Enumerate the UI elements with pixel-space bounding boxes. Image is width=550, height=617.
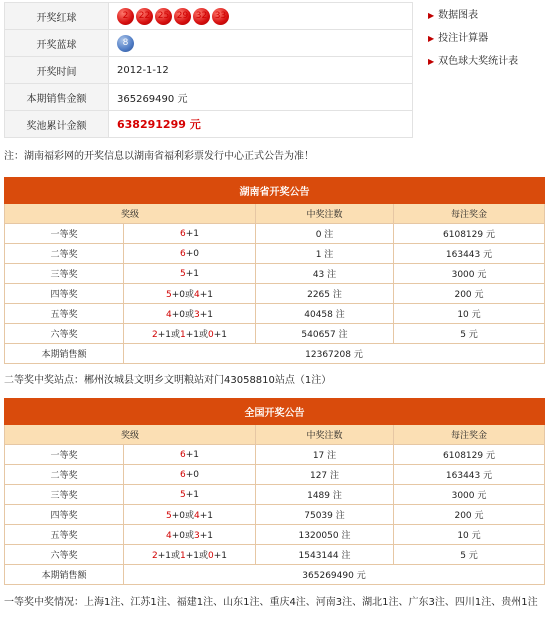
prize-amount: 163443 元 <box>394 244 545 264</box>
red-balls <box>109 3 413 30</box>
prize-amount: 10 元 <box>394 304 545 324</box>
rule-part: 6 <box>179 248 186 259</box>
table-row <box>5 505 545 525</box>
winning-count: 40458 注 <box>256 304 394 324</box>
red-ball: 22 <box>136 8 153 25</box>
sales-amount: 365269490 元 <box>124 565 545 585</box>
draw-date: 2012-1-12 <box>109 57 413 84</box>
table-row <box>5 304 545 324</box>
winning-count: 1489 注 <box>256 485 394 505</box>
prize-amount: 3000 元 <box>394 485 545 505</box>
hunan-results-table <box>4 177 545 364</box>
prize-level: 六等奖 <box>5 545 124 565</box>
triangle-right-icon: ▶ <box>428 34 435 43</box>
draw-date-label: 开奖时间 <box>5 57 109 84</box>
rule-part: 5 <box>179 268 186 279</box>
rule-part: +1或 <box>157 330 180 340</box>
match-rule <box>124 445 256 465</box>
link-jackpot-stats[interactable]: ▶ 双色球大奖统计表 <box>428 56 519 67</box>
col-winning-count: 中奖注数 <box>256 204 394 224</box>
match-rule <box>124 324 256 344</box>
match-rule <box>124 224 256 244</box>
prize-level: 四等奖 <box>5 284 124 304</box>
table-row <box>5 324 545 344</box>
prize-amount: 163443 元 <box>394 465 545 485</box>
col-prize-level: 奖级 <box>5 204 256 224</box>
table-row <box>5 465 545 485</box>
prize-amount: 6108129 元 <box>394 445 545 465</box>
rule-part: +1或 <box>157 551 180 561</box>
sales-amount: 365269490 元 <box>109 84 413 111</box>
hunan-title: 湖南省开奖公告 <box>5 178 545 204</box>
jackpot-amount: 638291299 元 <box>109 111 413 138</box>
table-row <box>5 224 545 244</box>
prize-level: 三等奖 <box>5 485 124 505</box>
col-prize-level: 奖级 <box>5 425 256 445</box>
prize-level: 五等奖 <box>5 304 124 324</box>
rule-part: 3 <box>194 531 200 541</box>
winning-count: 1543144 注 <box>256 545 394 565</box>
prize-level: 四等奖 <box>5 505 124 525</box>
sales-label: 本期销售额 <box>5 344 124 364</box>
winning-count: 1 注 <box>256 244 394 264</box>
rule-part: +1 <box>199 310 214 320</box>
rule-part: +0或 <box>171 290 194 300</box>
match-rule <box>124 284 256 304</box>
col-prize-amount: 每注奖金 <box>394 204 545 224</box>
match-rule <box>124 264 256 284</box>
prize-amount: 5 元 <box>394 545 545 565</box>
winning-count: 43 注 <box>256 264 394 284</box>
red-ball: 25 <box>155 8 172 25</box>
prize-amount: 6108129 元 <box>394 224 545 244</box>
table-row <box>5 485 545 505</box>
rule-part: 1 <box>179 330 186 340</box>
prize-amount: 3000 元 <box>394 264 545 284</box>
match-rule <box>124 505 256 525</box>
jackpot-label: 奖池累计金额 <box>5 111 109 138</box>
red-balls-label: 开奖红球 <box>5 3 109 30</box>
prize-level: 三等奖 <box>5 264 124 284</box>
table-row <box>5 545 545 565</box>
link-bet-calculator[interactable]: ▶ 投注计算器 <box>428 33 489 44</box>
col-winning-count: 中奖注数 <box>256 425 394 445</box>
rule-part: 5 <box>165 290 172 300</box>
winning-count: 1320050 注 <box>256 525 394 545</box>
rule-part: +1 <box>199 290 214 300</box>
rule-part: +1或 <box>185 330 208 340</box>
blue-ball: 8 <box>117 35 134 52</box>
triangle-right-icon: ▶ <box>428 57 435 66</box>
winning-count: 17 注 <box>256 445 394 465</box>
rule-part: +1或 <box>185 551 208 561</box>
winning-count: 127 注 <box>256 465 394 485</box>
prize-level: 一等奖 <box>5 445 124 465</box>
rule-part: +1 <box>199 511 214 521</box>
link-data-charts[interactable]: ▶ 数据图表 <box>428 10 479 21</box>
prize-level: 二等奖 <box>5 465 124 485</box>
table-row <box>5 264 545 284</box>
rule-part: 0 <box>208 551 214 561</box>
winning-count: 2265 注 <box>256 284 394 304</box>
rule-part: 0 <box>208 330 214 340</box>
rule-part: 6 <box>179 228 186 239</box>
red-ball: 33 <box>212 8 229 25</box>
prize-amount: 200 元 <box>394 505 545 525</box>
rule-part: 2 <box>151 330 158 340</box>
rule-part: 4 <box>194 290 200 300</box>
rule-part: 2 <box>151 551 158 561</box>
match-rule <box>124 244 256 264</box>
rule-part: 6 <box>179 469 186 480</box>
winning-count: 75039 注 <box>256 505 394 525</box>
winning-count: 540657 注 <box>256 324 394 344</box>
rule-part: +0 <box>185 469 199 480</box>
rule-part: 3 <box>194 310 200 320</box>
rule-part: 1 <box>179 551 186 561</box>
sales-row <box>5 565 545 585</box>
match-rule <box>124 465 256 485</box>
match-rule <box>124 304 256 324</box>
rule-part: +1 <box>213 551 228 561</box>
prize-amount: 200 元 <box>394 284 545 304</box>
rule-part: 5 <box>165 511 172 521</box>
rule-part: +1 <box>213 330 228 340</box>
national-title: 全国开奖公告 <box>5 399 545 425</box>
blue-ball-label: 开奖蓝球 <box>5 30 109 57</box>
rule-part: 5 <box>179 489 186 500</box>
rule-part: +1 <box>185 449 199 460</box>
red-ball: 32 <box>193 8 210 25</box>
rule-part: +0或 <box>171 531 194 541</box>
col-prize-amount: 每注奖金 <box>394 425 545 445</box>
prize-level: 一等奖 <box>5 224 124 244</box>
prize-level: 二等奖 <box>5 244 124 264</box>
rule-part: +1 <box>199 531 214 541</box>
rule-part: +0 <box>185 248 199 259</box>
rule-part: +0或 <box>171 511 194 521</box>
disclaimer-note: 注：湖南福彩网的开奖信息以湖南省福利彩票发行中心正式公告为准！ <box>4 151 314 162</box>
rule-part: 6 <box>179 449 186 460</box>
draw-info-table <box>4 2 413 138</box>
side-links <box>428 6 518 75</box>
sales-row <box>5 344 545 364</box>
rule-part: +1 <box>185 489 199 500</box>
match-rule <box>124 545 256 565</box>
table-row <box>5 525 545 545</box>
sales-label: 本期销售金额 <box>5 84 109 111</box>
sales-amount: 12367208 元 <box>124 344 545 364</box>
match-rule <box>124 485 256 505</box>
rule-part: +1 <box>185 268 199 279</box>
red-ball: 2 <box>117 8 134 25</box>
table-row <box>5 284 545 304</box>
rule-part: +0或 <box>171 310 194 320</box>
red-ball: 29 <box>174 8 191 25</box>
table-row <box>5 445 545 465</box>
prize-amount: 5 元 <box>394 324 545 344</box>
rule-part: 4 <box>165 531 172 541</box>
triangle-right-icon: ▶ <box>428 11 435 20</box>
rule-part: 4 <box>194 511 200 521</box>
prize-level: 五等奖 <box>5 525 124 545</box>
match-rule <box>124 525 256 545</box>
prize-level: 六等奖 <box>5 324 124 344</box>
rule-part: 4 <box>165 310 172 320</box>
national-winner-info: 一等奖中奖情况：上海1注、江苏1注、福建1注、山东1注、重庆4注、河南3注、湖北1注、广东3注、四川1注、贵州1注 <box>4 597 538 608</box>
hunan-winner-info: 二等奖中奖站点：郴州汝城县文明乡文明粮站对门43058810站点（1注） <box>4 375 332 386</box>
national-results-table <box>4 398 545 585</box>
table-row <box>5 244 545 264</box>
rule-part: +1 <box>185 228 199 239</box>
sales-label: 本期销售额 <box>5 565 124 585</box>
winning-count: 0 注 <box>256 224 394 244</box>
prize-amount: 10 元 <box>394 525 545 545</box>
